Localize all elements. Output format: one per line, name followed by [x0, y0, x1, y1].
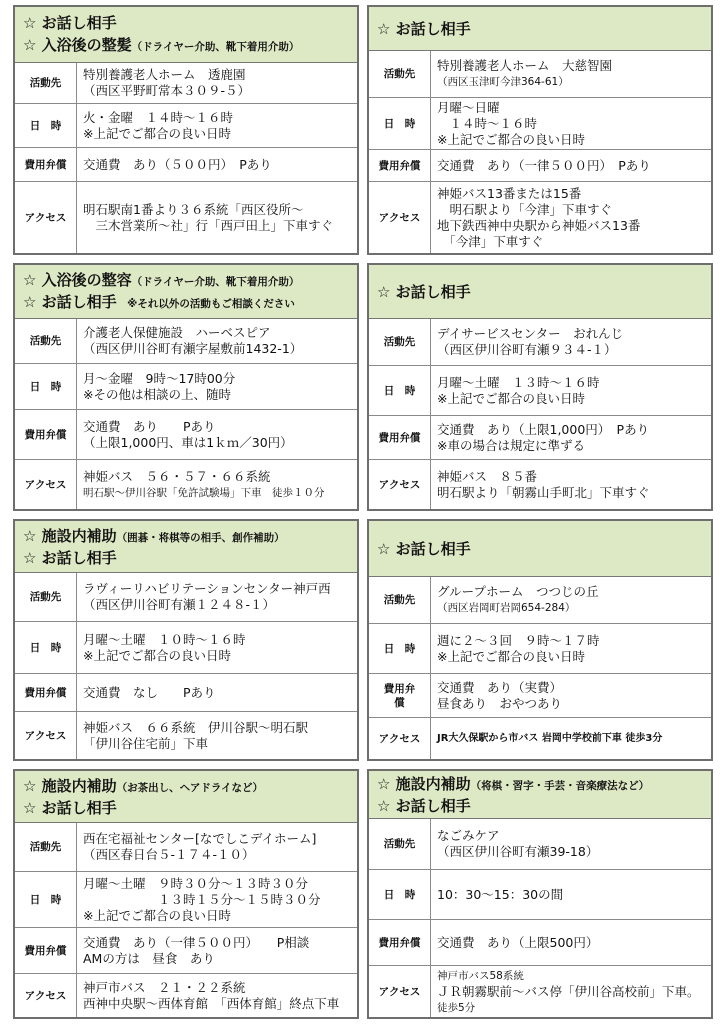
- expense-label: 費用弁償: [369, 920, 431, 965]
- expense-row: [15, 147, 357, 181]
- card-table: [15, 823, 357, 1017]
- access-label: アクセス: [369, 182, 431, 253]
- datetime-value: 週に２～３回 ９時～１７時 ※上記でご都合の良い日時: [437, 632, 600, 664]
- location-label: 活動先: [15, 573, 77, 621]
- expense-value: 交通費 なし Pあり: [83, 684, 216, 700]
- card-table: [15, 573, 357, 759]
- card-header: [15, 7, 357, 63]
- listing-card-lavie-rehab: [13, 519, 359, 761]
- datetime-row: [369, 97, 711, 149]
- listing-card-daiji-chien: [367, 5, 713, 255]
- card-title-line: ☆ お話し相手: [23, 548, 117, 567]
- expense-value: 交通費 あり（実費） 昼食あり おやつあり: [437, 679, 563, 711]
- card-header: [369, 521, 711, 577]
- datetime-label: 日 時: [15, 104, 77, 147]
- card-title-line: ☆ お話し相手: [23, 13, 117, 32]
- location-row: [15, 573, 357, 621]
- datetime-value: 月曜～土曜 １３時～１６時 ※上記でご都合の良い日時: [437, 374, 600, 406]
- card-table: [15, 319, 357, 509]
- card-table: [15, 63, 357, 253]
- expense-label: 費用弁 償: [369, 674, 431, 717]
- datetime-label: 日 時: [369, 98, 431, 149]
- datetime-value: 月曜～日曜 １４時～１６時 ※上記でご都合の良い日時: [437, 99, 585, 147]
- datetime-label: 日 時: [369, 366, 431, 415]
- location-label: 活動先: [15, 319, 77, 363]
- card-header: [369, 7, 711, 51]
- expense-value: 交通費 あり Pあり （上限1,000円、車は1ｋｍ／30円）: [83, 418, 293, 450]
- card-table: [369, 319, 711, 509]
- location-row: [15, 63, 357, 103]
- location-value: 西在宅福祉センター[なでしこデイホーム] （西区春日台５-１７４-１０）: [83, 831, 317, 862]
- datetime-value: 月～金曜 9時～17時00分 ※その他は相談の上、随時: [83, 370, 236, 402]
- card-title-line: ☆ お話し相手 ※それ以外の活動もご相談ください: [23, 292, 295, 311]
- card-header: [369, 771, 711, 819]
- expense-value: 交通費 あり（５００円） Pあり: [83, 156, 272, 172]
- location-row: [369, 319, 711, 365]
- expense-label: 費用弁償: [15, 674, 77, 711]
- card-header: [15, 265, 357, 319]
- access-row: [15, 459, 357, 509]
- location-row: [15, 319, 357, 363]
- expense-value: 交通費 あり（上限500円）: [437, 934, 599, 950]
- card-title-line: ☆ 入浴後の整容（ドライヤー介助、靴下着用介助）: [23, 270, 300, 289]
- expense-label: 費用弁償: [15, 410, 77, 459]
- expense-row: [369, 149, 711, 181]
- datetime-label: 日 時: [15, 364, 77, 409]
- expense-label: 費用弁償: [15, 928, 77, 973]
- expense-value: 交通費 あり（一律５００円） Pあり: [437, 157, 651, 173]
- card-title-line: ☆ 施設内補助（囲碁・将棋等の相手、創作補助）: [23, 526, 285, 545]
- listing-card-nagomi-care: [367, 769, 713, 1019]
- location-label: 活動先: [369, 51, 431, 97]
- card-title-line: ☆ 入浴後の整髪（ドライヤー介助、靴下着用介助）: [23, 35, 300, 54]
- card-header: [369, 265, 711, 319]
- location-value: 介護老人保健施設 ハーベスピア （西区伊川谷町有瀬字屋敷前1432-1）: [83, 325, 303, 356]
- listing-card-harvespia: [13, 263, 359, 511]
- location-value: ラヴィーリハビリテーションセンター神戸西 （西区伊川谷町有瀬１２４８-１）: [83, 581, 331, 612]
- location-value: 特別養護老人ホーム 透鹿園 （西区平野町常本３０９-５）: [83, 67, 251, 98]
- location-row: [369, 51, 711, 97]
- access-label: アクセス: [15, 712, 77, 759]
- listing-card-toroku-en: [13, 5, 359, 255]
- access-label: アクセス: [369, 718, 431, 759]
- location-value: デイサービスセンター おれんじ （西区伊川谷町有瀬９３４-１）: [437, 326, 624, 357]
- expense-row: [369, 919, 711, 965]
- datetime-row: [15, 621, 357, 673]
- access-label: アクセス: [369, 460, 431, 509]
- listing-card-orange: [367, 263, 713, 511]
- card-title-line: ☆ 施設内補助（お茶出し、ヘアドライなど）: [23, 776, 264, 795]
- location-row: [15, 823, 357, 871]
- expense-label: 費用弁償: [369, 416, 431, 459]
- datetime-label: 日 時: [369, 624, 431, 673]
- access-value: 神姫バス ８５番 明石駅より「朝霧山手町北」下車すぐ: [437, 468, 650, 500]
- access-value: 神姫バス13番または15番 明石駅より「今津」下車すぐ 地下鉄西神中央駅から神姫バス13番 「今津」下車すぐ: [437, 185, 641, 249]
- location-row: [369, 577, 711, 623]
- datetime-row: [15, 103, 357, 147]
- access-row: [369, 181, 711, 253]
- datetime-row: [369, 365, 711, 415]
- access-label: アクセス: [369, 966, 431, 1018]
- location-label: 活動先: [15, 823, 77, 871]
- access-row: [369, 965, 711, 1018]
- card-table: [369, 51, 711, 253]
- access-value: 神姫バス ５６・５７・６６系統 明石駅～伊川谷駅「免許試験場」下車 徒歩１０分: [83, 468, 325, 499]
- access-row: [369, 717, 711, 759]
- location-label: 活動先: [369, 319, 431, 365]
- location-value: なごみケア （西区伊川谷町有瀬39-18）: [437, 828, 599, 859]
- card-title-line: ☆ お話し相手: [377, 19, 471, 38]
- listing-card-nadeshiko: [13, 769, 359, 1019]
- access-label: アクセス: [15, 460, 77, 509]
- access-value: 神戸市バス ２１・２２系統 西神中央駅～西体育館 「西体育館」終点下車: [83, 979, 340, 1011]
- card-header: [15, 771, 357, 823]
- access-label: アクセス: [15, 974, 77, 1017]
- card-table: [369, 577, 711, 759]
- datetime-value: 月曜～土曜 １０時～１６時 ※上記でご都合の良い日時: [83, 631, 246, 663]
- card-header: [15, 521, 357, 573]
- access-label: アクセス: [15, 182, 77, 253]
- datetime-row: [15, 363, 357, 409]
- expense-row: [15, 927, 357, 973]
- datetime-row: [15, 871, 357, 927]
- location-label: 活動先: [15, 63, 77, 103]
- card-title-line: ☆ お話し相手: [377, 796, 471, 815]
- access-value: 神戸市バス58系統 ＪＲ朝霧駅前～バス停「伊川谷高校前」下車。 徒歩5分: [437, 970, 700, 1014]
- access-value: 明石駅南1番より３６系統「西区役所～ 三木営業所～社」行「西戸田上」下車すぐ: [83, 201, 334, 233]
- expense-row: [369, 415, 711, 459]
- access-row: [15, 973, 357, 1017]
- location-value: 特別養護老人ホーム 大慈智園 （西区玉津町今津364-61）: [437, 58, 613, 88]
- location-label: 活動先: [369, 577, 431, 623]
- expense-value: 交通費 あり（一律５００円） P相談 AMの方は 昼食 あり: [83, 934, 310, 966]
- location-value: グループホーム つつじの丘 （西区岩岡町岩岡654-284）: [437, 584, 599, 614]
- expense-label: 費用弁償: [15, 148, 77, 181]
- card-title-line: ☆ お話し相手: [377, 539, 471, 558]
- datetime-row: [369, 623, 711, 673]
- card-title-line: ☆ お話し相手: [23, 798, 117, 817]
- expense-row: [15, 673, 357, 711]
- access-row: [15, 711, 357, 759]
- expense-row: [369, 673, 711, 717]
- card-title-line: ☆ 施設内補助（将棋・習字・手芸・音楽療法など）: [377, 774, 650, 793]
- listing-card-tsutsuji-no-oka: [367, 519, 713, 761]
- expense-value: 交通費 あり（上限1,000円） Pあり ※車の場合は規定に準ずる: [437, 421, 650, 453]
- access-value: JR大久保駅から市バス 岩岡中学校前下車 徒歩3分: [437, 732, 663, 744]
- datetime-value: 火・金曜 １４時～１６時 ※上記でご都合の良い日時: [83, 109, 234, 141]
- expense-row: [15, 409, 357, 459]
- datetime-value: 10：30～15：30の間: [437, 886, 564, 902]
- card-title-line: ☆ お話し相手: [377, 282, 471, 301]
- location-label: 活動先: [369, 819, 431, 869]
- location-row: [369, 819, 711, 869]
- access-row: [15, 181, 357, 253]
- datetime-label: 日 時: [369, 870, 431, 919]
- datetime-label: 日 時: [15, 622, 77, 673]
- datetime-label: 日 時: [15, 872, 77, 927]
- access-value: 神姫バス ６６系統 伊川谷駅～明石駅 「伊川谷住宅前」下車: [83, 719, 309, 751]
- datetime-row: [369, 869, 711, 919]
- access-row: [369, 459, 711, 509]
- datetime-value: 月曜～土曜 ９時３０分～１３時３０分 １３時１５分～１５時３０分 ※上記でご都合の良い日時: [83, 875, 321, 923]
- expense-label: 費用弁償: [369, 150, 431, 181]
- card-table: [369, 819, 711, 1018]
